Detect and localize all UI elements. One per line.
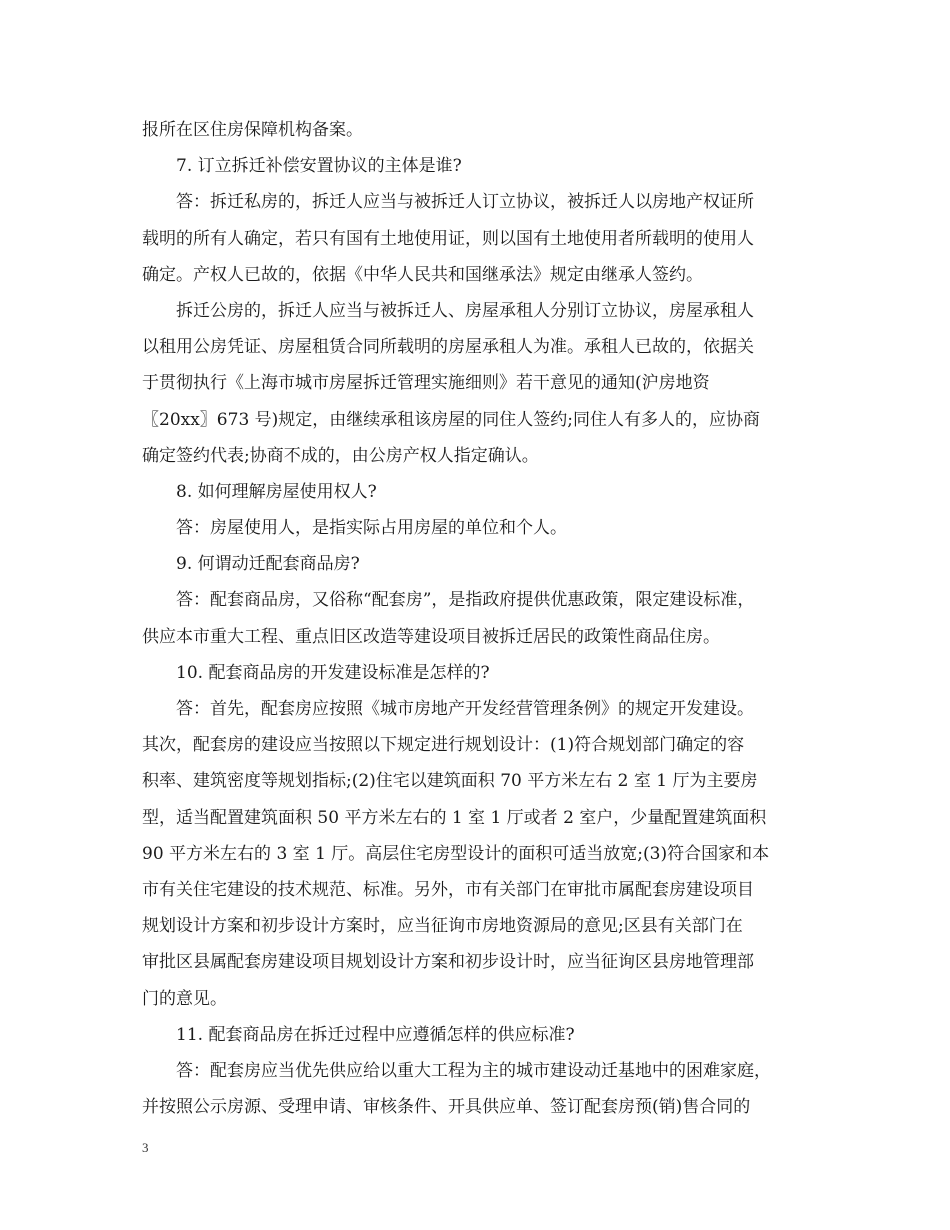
- text-line: 于贯彻执行《上海市城市房屋拆迁管理实施细则》若干意见的通知(沪房地资: [142, 373, 710, 394]
- text-line: 11. 配套商品房在拆迁过程中应遵循怎样的供应标准?: [176, 1024, 575, 1045]
- text-line: 并按照公示房源、受理申请、审核条件、开具供应单、签订配套房预(销)售合同的: [142, 1097, 751, 1118]
- text-line: 报所在区住房保障机构备案。: [142, 120, 363, 140]
- text-line: 确定签约代表;协商不成的，由公房产权人指定确认。: [142, 445, 539, 466]
- text-line: 8. 如何理解房屋使用权人?: [176, 481, 377, 502]
- text-line: 载明的所有人确定，若只有国有土地使用证，则以国有土地使用者所载明的使用人: [142, 228, 754, 249]
- text-line: 答：配套房应当优先供应给以重大工程为主的城市建设动迁基地中的困难家庭，: [176, 1060, 771, 1081]
- text-line: 答：房屋使用人，是指实际占用房屋的单位和个人。: [176, 518, 567, 539]
- page-number: 3: [142, 1140, 149, 1155]
- text-line: 型，适当配置建筑面积 50 平方米左右的 1 室 1 厅或者 2 室户，少量配置建筑面积: [142, 807, 767, 828]
- text-line: 拆迁公房的，拆迁人应当与被拆迁人、房屋承租人分别订立协议，房屋承租人: [176, 300, 754, 321]
- text-line: 其次，配套房的建设应当按照以下规定进行规划设计：(1)符合规划部门确定的容: [142, 735, 745, 756]
- text-line: 确定。产权人已故的，依据《中华人民共和国继承法》规定由继承人签约。: [142, 264, 703, 285]
- text-line: 10. 配套商品房的开发建设标准是怎样的?: [176, 662, 490, 683]
- document-body: [142, 112, 830, 1125]
- text-line: 90 平方米左右的 3 室 1 厅。高层住宅房型设计的面积可适当放宽;(3)符合国家和本: [142, 843, 770, 864]
- text-line: 门的意见。: [142, 988, 227, 1009]
- text-line: 7. 订立拆迁补偿安置协议的主体是谁?: [176, 156, 462, 177]
- text-line: 供应本市重大工程、重点旧区改造等建设项目被拆迁居民的政策性商品住房。: [142, 626, 720, 647]
- text-line: 规划设计方案和初步设计方案时，应当征询市房地资源局的意见;区县有关部门在: [142, 916, 743, 937]
- text-line: 答：配套商品房，又俗称“配套房”，是指政府提供优惠政策，限定建设标准，: [176, 590, 755, 611]
- text-line: 答：首先，配套房应按照《城市房地产开发经营管理条例》的规定开发建设。: [176, 699, 754, 719]
- text-line: 9. 何谓动迁配套商品房?: [176, 554, 360, 575]
- text-line: 市有关住宅建设的技术规范、标准。另外，市有关部门在审批市属配套房建设项目: [142, 879, 754, 900]
- text-line: 〖20xx〗673 号)规定，由继续承租该房屋的同住人签约;同住人有多人的，应协商: [142, 409, 761, 430]
- text-line: 审批区县属配套房建设项目规划设计方案和初步设计时，应当征询区县房地管理部: [142, 952, 754, 973]
- text-line: 积率、建筑密度等规划指标;(2)住宅以建筑面积 70 平方米左右 2 室 1 厅为主要房: [142, 771, 758, 792]
- text-line: 答：拆迁私房的，拆迁人应当与被拆迁人订立协议，被拆迁人以房地产权证所: [176, 192, 754, 213]
- text-line: 以租用公房凭证、房屋租赁合同所载明的房屋承租人为准。承租人已故的，依据关: [142, 337, 754, 358]
